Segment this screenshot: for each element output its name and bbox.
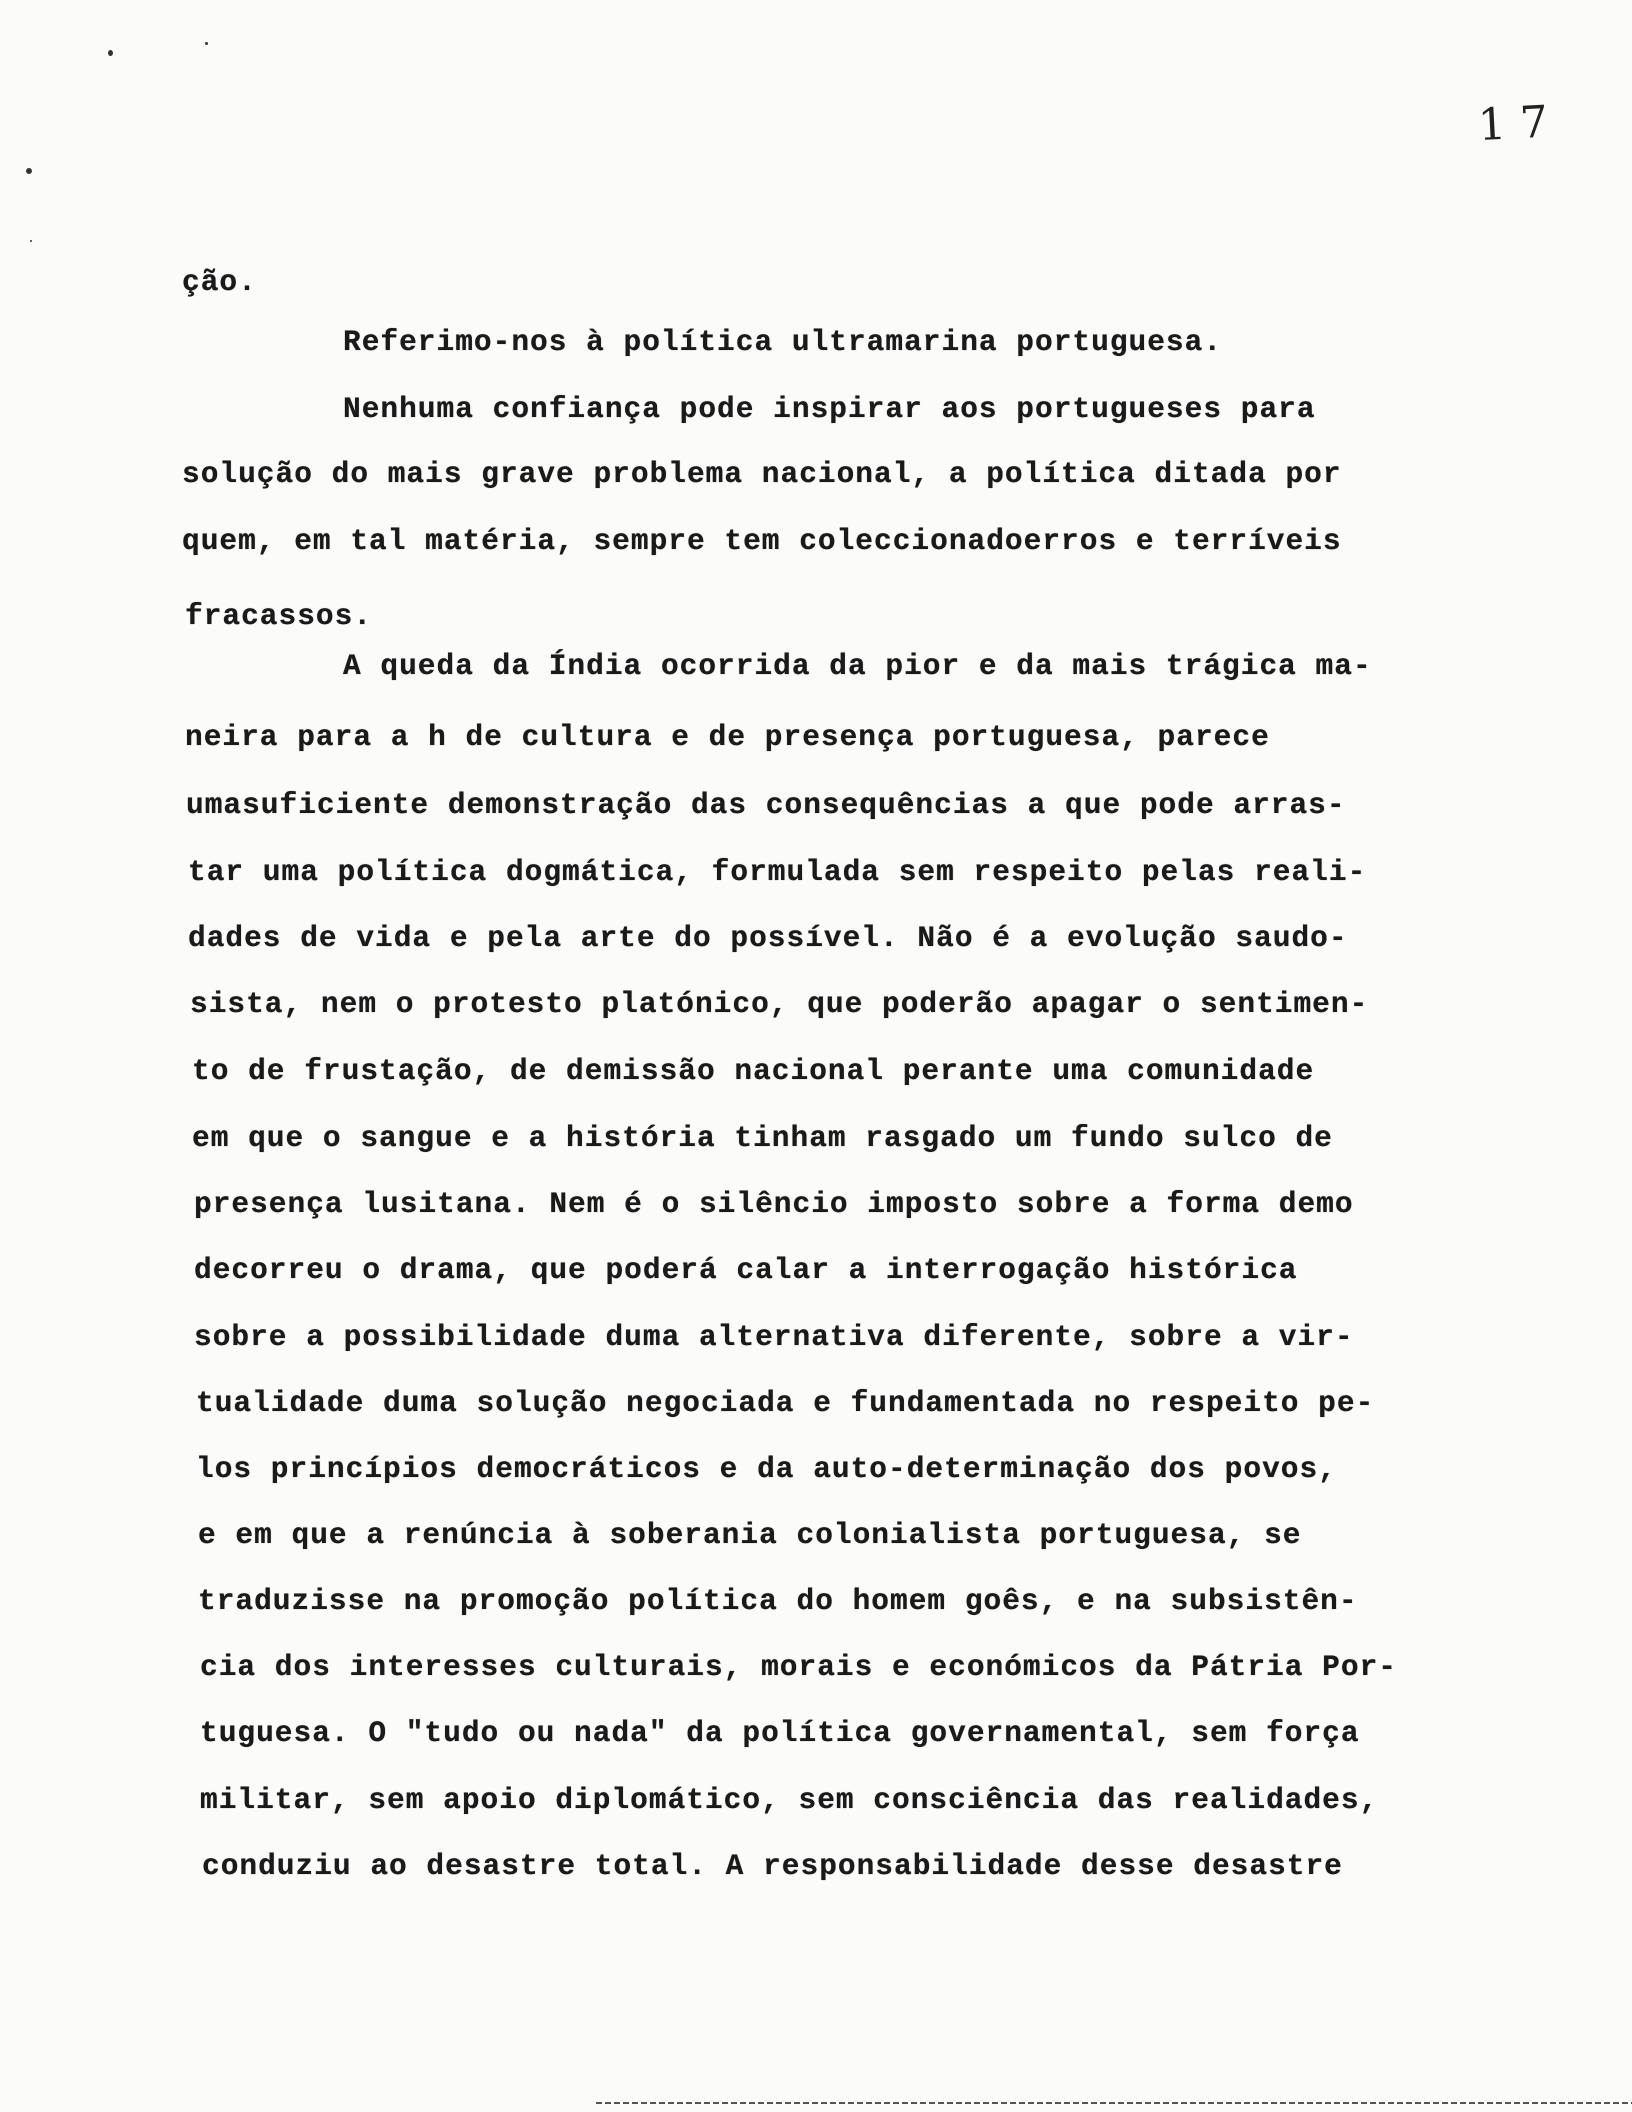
text-line: tualidade duma solução negociada e fundamentada no respeito pe- — [196, 1386, 1375, 1420]
text-line: sobre a possibilidade duma alternativa diferente, sobre a vir- — [194, 1320, 1354, 1354]
scan-speck — [30, 240, 32, 242]
text-line: neira para a h de cultura e de presença portuguesa, parece — [185, 720, 1270, 754]
text-line: militar, sem apoio diplomático, sem consciência das realidades, — [200, 1783, 1379, 1817]
text-line: to de frustação, de demissão nacional perante uma comunidade — [192, 1054, 1315, 1088]
text-line: decorreu o drama, que poderá calar a interrogação histórica — [194, 1253, 1298, 1287]
page-number: 17 — [1476, 95, 1564, 152]
text-line: tuguesa. O "tudo ou nada" da política governamental, sem força — [200, 1716, 1360, 1750]
text-line: ção. — [182, 265, 257, 299]
text-line: e em que a renúncia à soberania colonialista portuguesa, se — [198, 1518, 1302, 1552]
text-line: umasuficiente demonstração das consequências a que pode arras- — [186, 788, 1346, 822]
text-line: Nenhuma confiança pode inspirar aos portugueses para — [343, 392, 1316, 426]
scan-edge-line — [596, 2102, 1632, 2104]
text-line: conduziu ao desastre total. A responsabilidade desse desastre — [202, 1849, 1343, 1883]
text-line: sista, nem o protesto platónico, que poderão apagar o sentimen- — [190, 987, 1369, 1021]
text-line: fracassos. — [185, 599, 373, 633]
text-line: cia dos interesses culturais, morais e económicos da Pátria Por- — [200, 1650, 1397, 1684]
text-line: em que o sangue e a história tinham rasgado um fundo sulco de — [192, 1121, 1333, 1155]
text-line: dades de vida e pela arte do possível. Não é a evolução saudo- — [188, 921, 1348, 955]
text-line: Referimo-nos à política ultramarina portuguesa. — [343, 325, 1223, 359]
scan-speck — [108, 50, 113, 56]
scan-speck — [205, 42, 208, 45]
text-line: A queda da Índia ocorrida da pior e da mais trágica ma- — [343, 649, 1372, 683]
text-line: presença lusitana. Nem é o silêncio imposto sobre a forma demo — [194, 1187, 1354, 1221]
scan-speck — [26, 168, 32, 174]
text-line: tar uma política dogmática, formulada sem respeito pelas reali- — [188, 855, 1367, 889]
text-line: quem, em tal matéria, sempre tem coleccionadoerros e terríveis — [182, 524, 1342, 558]
text-line: solução do mais grave problema nacional, a política ditada por — [182, 457, 1342, 491]
text-line: los princípios democráticos e da auto-determinação dos povos, — [196, 1452, 1337, 1486]
text-line: traduzisse na promoção política do homem goês, e na subsistên- — [198, 1584, 1358, 1618]
